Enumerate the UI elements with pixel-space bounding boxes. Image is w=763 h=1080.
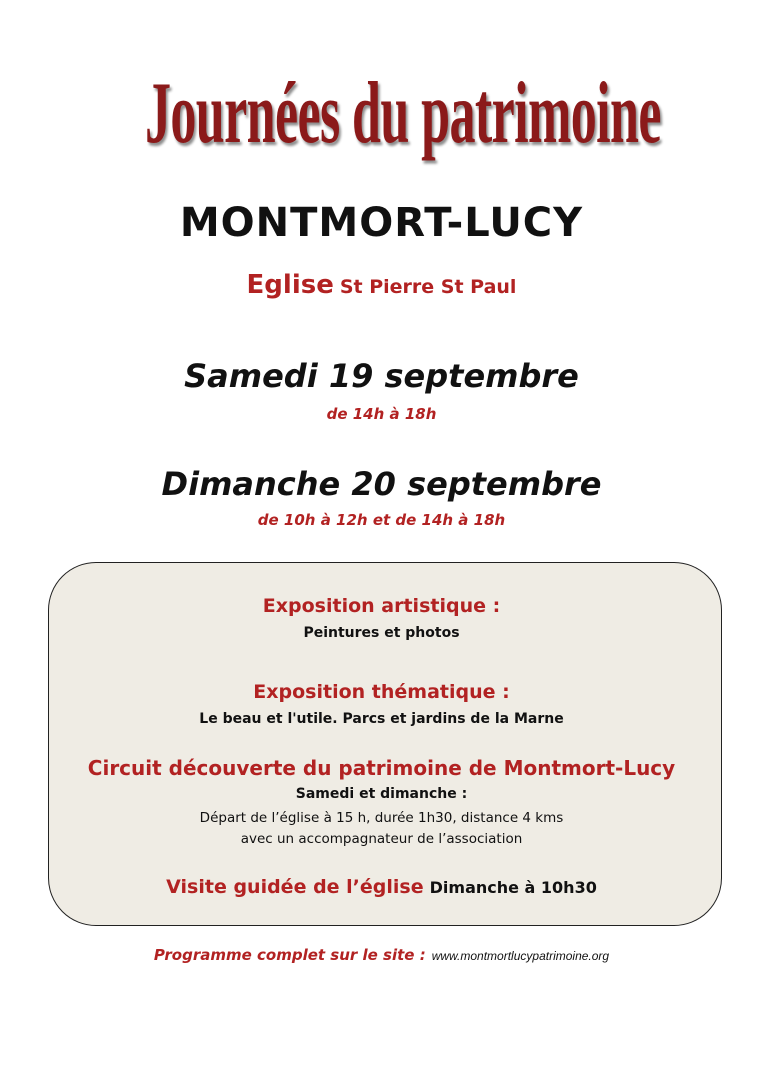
church-label: Eglise xyxy=(246,270,334,300)
church-name: St Pierre St Paul xyxy=(339,276,517,298)
circuit-line-2: avec un accompagnateur de l’association xyxy=(240,831,523,847)
circuit-line-1: Départ de l’église à 15 h, durée 1h30, distance 4 kms xyxy=(199,810,564,826)
expo-art-heading: Exposition artistique : xyxy=(262,595,501,617)
day-sunday: Dimanche 20 septembre xyxy=(161,465,602,503)
footer-label: Programme complet sur le site : xyxy=(153,946,426,964)
visit-heading: Visite guidée de l’église xyxy=(166,876,424,898)
church-line xyxy=(0,270,763,300)
visit-line xyxy=(0,876,763,898)
expo-theme-heading: Exposition thématique : xyxy=(253,681,510,703)
hours-saturday: de 14h à 18h xyxy=(326,405,437,423)
footer-url[interactable]: www.montmortlucypatrimoine.org xyxy=(431,949,610,963)
town-name: MONTMORT-LUCY xyxy=(179,200,584,246)
hours-sunday: de 10h à 12h et de 14h à 18h xyxy=(257,511,506,529)
circuit-heading: Circuit découverte du patrimoine de Montmort-Lucy xyxy=(87,756,676,780)
visit-when: Dimanche à 10h30 xyxy=(429,878,597,897)
circuit-subheading: Samedi et dimanche : xyxy=(295,786,468,802)
day-saturday: Samedi 19 septembre xyxy=(184,357,579,395)
poster-title: Journées du patrimoine xyxy=(144,64,661,162)
footer xyxy=(0,945,763,964)
expo-theme-text: Le beau et l'utile. Parcs et jardins de la Marne xyxy=(199,711,564,727)
expo-art-text: Peintures et photos xyxy=(303,625,460,641)
